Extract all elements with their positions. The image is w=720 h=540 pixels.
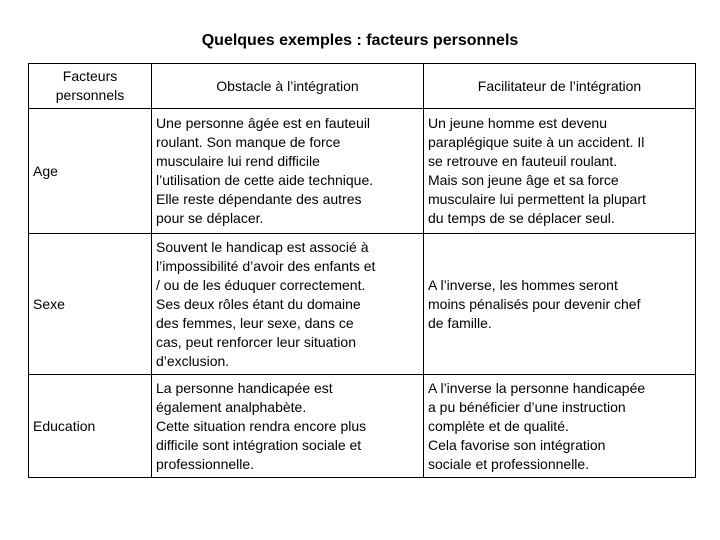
text-line: paraplégique suite à un accident. Il [428,134,645,150]
text-line: musculaire lui rend difficile [156,153,320,169]
text-line: Une personne âgée est en fauteuil [156,115,371,131]
text-line: pour se déplacer. [156,210,264,226]
table-row [29,234,696,375]
factors-table [28,63,696,478]
text-line: roulant. Son manque de force [156,134,341,150]
text-line: moins pénalisés pour devenir chef [428,295,641,312]
text-line: Elle reste dépendante des autres [156,191,362,207]
text-line: l’utilisation de cette aide technique. [156,172,374,188]
obstacle-cell [152,109,424,234]
text-line: cas, peut renforcer leur situation [156,333,356,350]
text-line: Cela favorise son intégration [428,436,606,453]
text-line: / ou de les éduquer correctement. [156,276,366,293]
text-line: La personne handicapée est [156,379,333,396]
text-line: Ses deux rôles étant du domaine [156,295,361,312]
text-line: Souvent le handicap est associé à [156,238,369,255]
text-line: musculaire lui permettent la plupart [428,191,646,207]
text-line: du temps de se déplacer seul. [428,210,615,226]
facilitator-cell [424,375,696,478]
text-line: A l’inverse, les hommes seront [428,276,618,293]
obstacle-cell [152,375,424,478]
obstacle-cell [152,234,424,375]
text-line: d’exclusion. [156,352,230,369]
text-line: complète et de qualité. [428,417,569,434]
header-facilitator: Facilitateur de l’intégration [424,64,696,109]
text-line: professionnelle. [156,455,255,472]
header-factor-line-2: personnels [55,87,125,103]
text-line: l’impossibilité d’avoir des enfants et [156,257,376,274]
header-obstacle: Obstacle à l’intégration [152,64,424,109]
factor-cell: Age [29,109,152,234]
text-line: Mais son jeune âge et sa force [428,172,619,188]
table-row [29,109,696,234]
factor-cell: Education [29,375,152,478]
text-line: A l’inverse la personne handicapée [428,379,646,396]
facilitator-cell [424,109,696,234]
text-line: des femmes, leur sexe, dans ce [156,314,354,331]
text-line: également analphabète. [156,398,307,415]
slide-title: Quelques exemples : facteurs personnels [201,32,519,49]
factor-cell: Sexe [29,234,152,375]
text-line: Un jeune homme est devenu [428,115,607,131]
text-line: a pu bénéficier d’une instruction [428,398,626,415]
facilitator-cell [424,234,696,375]
text-line: se retrouve en fauteuil roulant. [428,153,618,169]
header-factor [29,64,152,109]
header-factor-line-1: Facteurs [62,68,118,84]
table-row [29,375,696,478]
text-line: sociale et professionnelle. [428,455,590,472]
table-header-row [29,64,696,109]
text-line: difficile sont intégration sociale et [156,436,362,453]
text-line: de famille. [428,314,492,331]
text-line: Cette situation rendra encore plus [156,417,367,434]
